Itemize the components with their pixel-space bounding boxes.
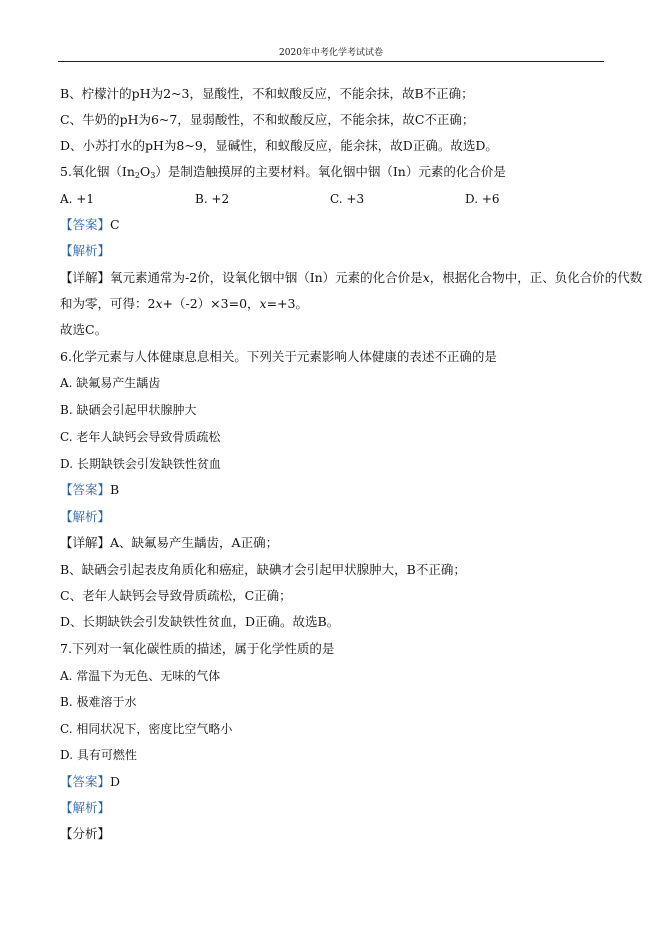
header-rule bbox=[58, 61, 604, 62]
q7-option-a: A. 常温下为无色、无味的气体 bbox=[60, 669, 221, 683]
analysis-tag: 【解析】 bbox=[60, 243, 111, 258]
q5-detail-line-1 bbox=[60, 270, 642, 286]
detail-tag: 【详解】 bbox=[60, 270, 111, 285]
analysis-tag: 【解析】 bbox=[60, 509, 111, 524]
q6-detail-line-4: D、长期缺铁会引发缺铁性贫血，D正确。故选B。 bbox=[60, 614, 340, 629]
question-5-stem bbox=[60, 164, 506, 184]
fenxi-tag: 【分析】 bbox=[60, 826, 111, 841]
q6-answer-value: B bbox=[110, 482, 120, 497]
q5-option-a: A. +1 bbox=[60, 192, 94, 206]
q5-analysis-heading bbox=[60, 243, 110, 259]
q5-answer bbox=[60, 217, 120, 233]
q7-fenxi-heading bbox=[60, 826, 110, 842]
text-line-d-soda: D、小苏打水的pH为8~9，显碱性，和蚁酸反应，能余抹，故D正确。故选D。 bbox=[60, 138, 498, 153]
q5-conclusion: 故选C。 bbox=[60, 322, 108, 337]
q5-detail2-x: x bbox=[155, 296, 163, 311]
q6-option-c: C. 老年人缺钙会导致骨质疏松 bbox=[60, 430, 221, 444]
q7-option-d: D. 具有可燃性 bbox=[60, 748, 137, 762]
q7-answer bbox=[60, 774, 120, 790]
q6-option-d: D. 长期缺铁会引发缺铁性贫血 bbox=[60, 457, 221, 471]
question-6-stem: 6.化学元素与人体健康息息相关。下列关于元素影响人体健康的表述不正确的是 bbox=[60, 349, 497, 364]
text-line-b-lemon: B、柠檬汁的pH为2~3，显酸性，不和蚁酸反应，不能余抹，故B不正确； bbox=[60, 86, 474, 101]
q6-detail-line-1 bbox=[60, 535, 278, 551]
q7-analysis-heading bbox=[60, 800, 110, 816]
q5-option-d: D. +6 bbox=[465, 192, 500, 206]
q5-stem-part2: ）是制造触摸屏的主要材料。氧化铟中铟（In）元素的化合价是 bbox=[155, 164, 506, 179]
q5-detail-line-2 bbox=[60, 296, 308, 312]
q6-detail-text1: A、缺氟易产生龋齿，A正确； bbox=[110, 535, 279, 550]
question-7-stem: 7.下列对一氧化碳性质的描述，属于化学性质的是 bbox=[60, 641, 335, 656]
q7-option-c: C. 相同状况下，密度比空气略小 bbox=[60, 722, 233, 736]
q5-answer-value: C bbox=[110, 217, 120, 232]
q5-stem-o: O bbox=[140, 164, 151, 179]
text-line-c-milk: C、牛奶的pH为6~7，显弱酸性，不和蚁酸反应，不能余抹，故C不正确； bbox=[60, 112, 475, 127]
q6-detail-line-3: C、老年人缺钙会导致骨质疏松，C正确； bbox=[60, 588, 292, 603]
q6-option-a: A. 缺氟易产生龋齿 bbox=[60, 376, 161, 390]
analysis-tag: 【解析】 bbox=[60, 800, 111, 815]
q5-detail2-x2: x bbox=[259, 296, 267, 311]
q5-sub-2: 2 bbox=[134, 171, 141, 180]
q5-detail-text1b: ，根据化合物中，正、负化合价的代数 bbox=[429, 270, 643, 285]
q5-detail2-c: =+3。 bbox=[266, 296, 309, 311]
q5-stem-part1: 5.氧化铟（In bbox=[60, 164, 135, 179]
q5-detail2-a: 和为零，可得：2 bbox=[60, 296, 156, 311]
q7-option-b: B. 极难溶于水 bbox=[60, 695, 137, 709]
q5-detail2-b: +（-2）×3=0， bbox=[162, 296, 260, 311]
q6-answer bbox=[60, 482, 119, 498]
detail-tag: 【详解】 bbox=[60, 535, 111, 550]
q5-detail-x: x bbox=[422, 270, 430, 285]
q7-answer-value: D bbox=[110, 774, 121, 789]
answer-tag: 【答案】 bbox=[60, 774, 111, 789]
answer-tag: 【答案】 bbox=[60, 482, 111, 497]
q6-option-b: B. 缺硒会引起甲状腺肿大 bbox=[60, 403, 197, 417]
q6-detail-line-2: B、缺硒会引起表皮角质化和癌症，缺碘才会引起甲状腺肿大，B不正确； bbox=[60, 562, 466, 577]
q6-analysis-heading bbox=[60, 509, 110, 525]
q5-detail-text1: 氧元素通常为-2价，设氧化铟中铟（In）元素的化合价是 bbox=[110, 270, 423, 285]
page-header-title: 2020年中考化学考试试卷 bbox=[279, 48, 383, 58]
q5-option-b: B. +2 bbox=[195, 192, 230, 206]
answer-tag: 【答案】 bbox=[60, 217, 111, 232]
q5-option-c: C. +3 bbox=[330, 192, 365, 206]
q5-sub-3: 3 bbox=[150, 171, 156, 180]
